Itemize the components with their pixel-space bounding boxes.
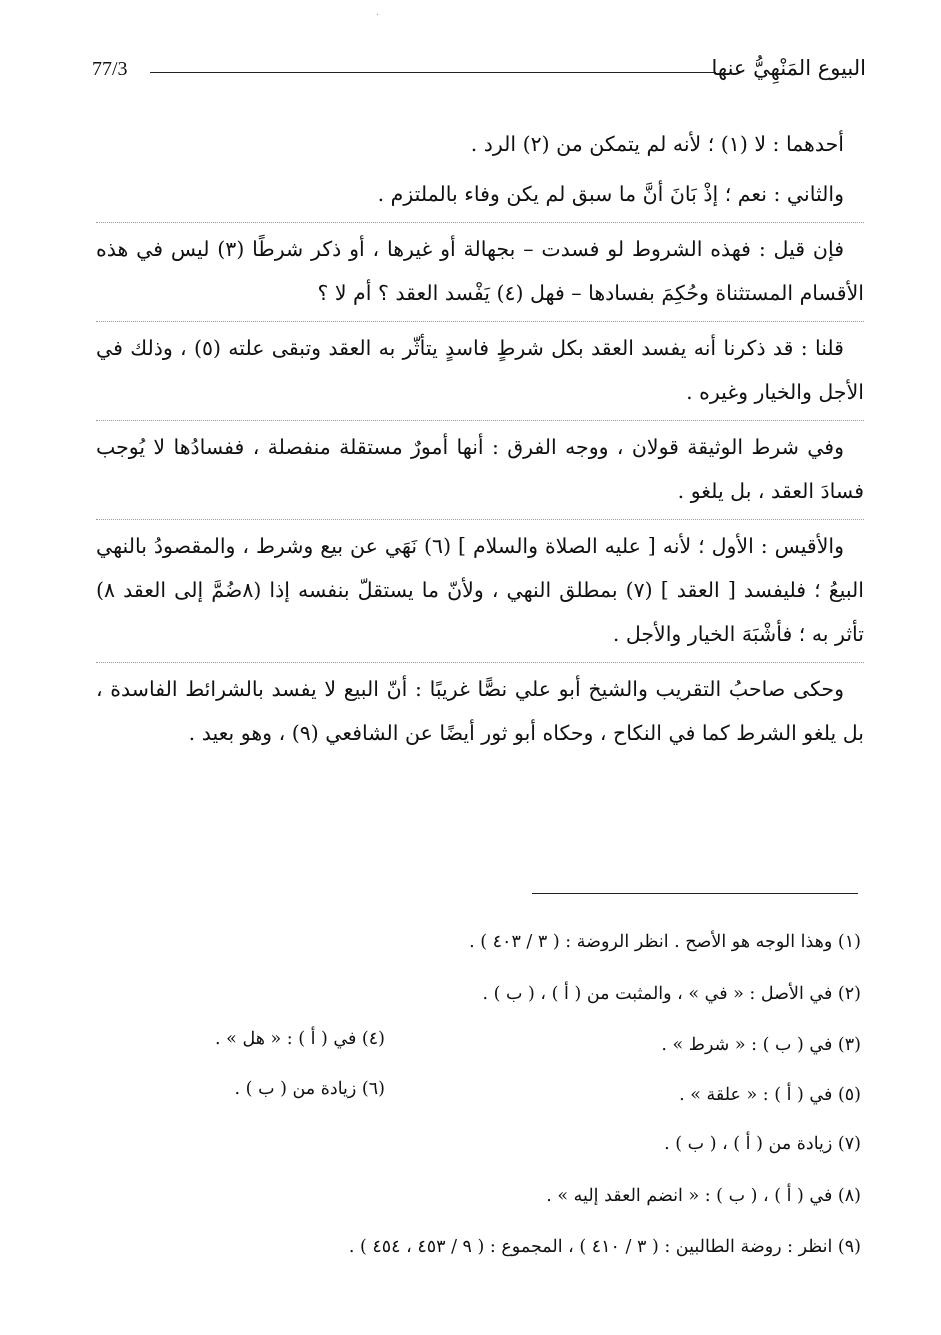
footnote-5: (٥) في ( أ ) : « علقة » . <box>679 1085 861 1105</box>
paragraph-5: وفي شرط الوثيقة قولان ، ووجه الفرق : أنها أمورٌ مستقلة منفصلة ، ففسادُها لا يُوجب فسادَ العقد ، بل يلغو . <box>96 420 864 513</box>
footnote-separator <box>532 893 858 894</box>
top-mark: · <box>376 10 380 21</box>
header-rule <box>150 72 716 73</box>
footnote-4: (٤) في ( أ ) : « هل » . <box>215 1029 385 1049</box>
paragraph-1: أحدهما : لا (١) ؛ لأنه لم يتمكن من (٢) الرد . <box>470 132 844 156</box>
paragraph-3: فإن قيل : فهذه الشروط لو فسدت – بجهالة أو غيرها ، أو ذكر شرطًا (٣) ليس في هذه الأقسام المستثناة وحُكِمَ بفسادها – فهل (٤) يَفْسد العقد ؟ أم لا ؟ <box>96 222 864 315</box>
footnote-6: (٦) زيادة من ( ب ) . <box>234 1079 385 1099</box>
page-number: 77/3 <box>92 58 128 80</box>
paragraph-2: والثاني : نعم ؛ إذْ بَانَ أنَّ ما سبق لم يكن وفاء بالملتزم . <box>377 182 844 206</box>
footnote-9: (٩) انظر : روضة الطالبين : ( ٣ / ٤١٠ ) ، المجموع : ( ٩ / ٤٥٣ ، ٤٥٤ ) . <box>348 1237 861 1257</box>
paragraph-7: وحكى صاحبُ التقريب والشيخ أبو علي نصًّا غريبًا : أنّ البيع لا يفسد بالشرائط الفاسدة ، بل يلغو الشرط كما في النكاح ، وحكاه أبو ثور أيضًا عن الشافعي (٩) ، وهو بعيد . <box>96 662 864 755</box>
footnote-3: (٣) في ( ب ) : « شرط » . <box>661 1035 861 1055</box>
paragraph-4: قلنا : قد ذكرنا أنه يفسد العقد بكل شرطٍ فاسدٍ يتأثّر به العقد وتبقى علته (٥) ، وذلك في الأجل والخيار وغيره . <box>96 321 864 414</box>
main-text <box>96 122 864 761</box>
running-header <box>92 56 866 96</box>
footnote-8: (٨) في ( أ ) ، ( ب ) : « انضم العقد إليه » . <box>546 1186 861 1206</box>
paragraph-6: والأقيس : الأول ؛ لأنه [ عليه الصلاة والسلام ] (٦) نَهَي عن بيع وشرط ، والمقصودُ بالنهي البيعُ ؛ فليفسد [ العقد ] (٧) بمطلق النهي ، ولأنّ ما يستقلّ بنفسه إذا (٨ضُمَّ إلى العقد ٨) تأثر به ؛ فأشْبَهَ الخيار والأجل . <box>96 519 864 656</box>
footnote-7: (٧) زيادة من ( أ ) ، ( ب ) . <box>664 1134 861 1154</box>
footnote-2: (٢) في الأصل : « في » ، والمثبت من ( أ ) ، ( ب ) . <box>482 984 861 1004</box>
header-title: البيوع المَنْهِيُّ عنها <box>711 56 866 80</box>
footnote-1: (١) وهذا الوجه هو الأصح . انظر الروضة : ( ٣ / ٤٠٣ ) . <box>469 932 861 952</box>
